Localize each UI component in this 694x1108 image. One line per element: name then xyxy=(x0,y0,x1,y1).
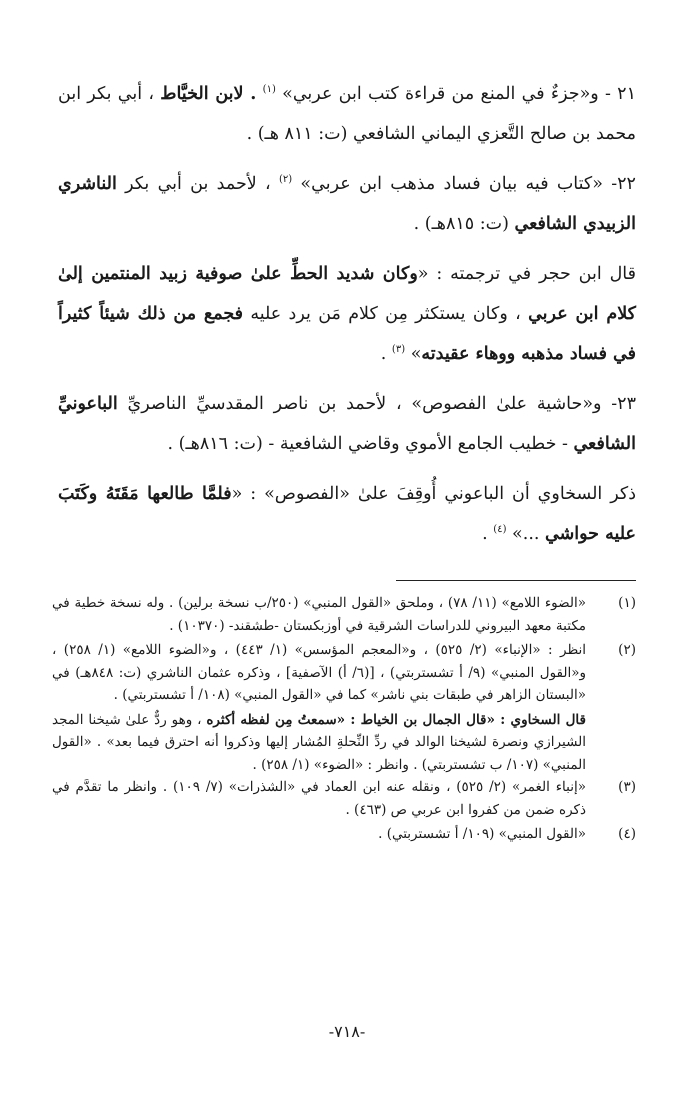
sakhawi-ellipsis: ...» xyxy=(512,524,540,544)
entry-23-title: ٢٣- و«حاشية علىٰ الفصوص» ، لأحمد بن ناصر المقدسيِّ الناصريِّ xyxy=(127,394,636,414)
entry-23-author: الباعونيِّ الشافعي xyxy=(58,394,636,454)
quote-bold-1: وكان شديد الحطِّ علىٰ صوفية زبيد المنتمين إلىٰ كلام ابن عربي xyxy=(58,264,636,324)
quote-middle: ، وكان يستكثر مِن كلام مَن يرد عليه xyxy=(250,304,521,324)
footnote-2 xyxy=(52,639,636,707)
footnote-3 xyxy=(52,776,636,821)
footnote-1 xyxy=(52,592,636,637)
footnote-number: (٢) xyxy=(618,642,636,658)
entry-21-author: . لابن الخيَّاط xyxy=(160,84,257,104)
footnote-number: (٤) xyxy=(618,826,636,842)
entry-22-date: (ت: ٨١٥هـ) . xyxy=(413,214,509,234)
main-text xyxy=(58,74,636,554)
entry-21-details: ، أبي بكر ابن محمد بن صالح التَّعزي اليماني الشافعي (ت: ٨١١ هـ) . xyxy=(58,84,636,144)
entry-21 xyxy=(58,74,636,154)
quote-bold-2: فجمع من ذلك شيئاً كثيراً في فساد مذهبه ووهاء عقيدته xyxy=(58,304,636,364)
footnote-number: (١) xyxy=(618,595,636,611)
quote-intro: قال ابن حجر في ترجمته : « xyxy=(417,264,636,284)
sakhawi-quote-text: ، وهو ردٌّ علىٰ شيخنا المجد الشيرازي ونصرة لشيخنا الوالد في ردِّ النِّحلةِ المُشار إليها وذكروا أنه احترق فيما بعد» . «القول المنبي» (١٠٧/ ب تشستربتي) . وانظر : «الضوء» (١/ ٢٥٨) . xyxy=(52,711,586,773)
quote-close: » xyxy=(410,344,422,364)
footnote-ref-1: (١) xyxy=(262,84,276,96)
quote-end: . xyxy=(380,344,387,364)
footnote-text: «إنباء الغمر» (٢/ ٥٢٥) ، ونقله عنه ابن العماد في «الشذرات» (٧/ ١٠٩) . وانظر ما تقدَّم في ذكره ضمن من كفروا ابن عربي ص (٤٦٣) . xyxy=(52,779,587,818)
entry-23-details: - خطيب الجامع الأموي وقاضي الشافعية - (ت: ٨١٦هـ) . xyxy=(167,434,568,454)
entry-22-author-intro: ، لأحمد بن أبي بكر xyxy=(125,174,271,194)
footnote-text: «الضوء اللامع» (١١/ ٧٨) ، وملحق «القول المنبي» (٢٥٠/ب نسخة برلين) . وله نسخة خطية في مكتبة معهد البيروني للدراسات الشرقية في أوزبكستان -طشقند- (١٠٣٧٠) . xyxy=(52,595,586,634)
entry-22-author: الناشري الزبيدي الشافعي xyxy=(58,174,636,234)
page-number: -٧١٨- xyxy=(328,1022,366,1041)
entry-23 xyxy=(58,384,636,464)
sakhawi-bold: فلمَّا طالعها مَقَتَهُ وكَتَبَ عليه حواشي xyxy=(58,484,636,544)
sakhawi-intro: ذكر السخاوي أن الباعوني أُوقِفَ علىٰ «الفصوص» : « xyxy=(231,484,636,504)
footnote-ref-2: (٢) xyxy=(278,174,293,186)
footnote-divider xyxy=(396,580,636,581)
footnote-number: (٣) xyxy=(618,779,636,795)
footnote-text: «القول المنبي» (١٠٩/ أ تشستربتي) . xyxy=(378,826,586,842)
entry-22-title: ٢٢- «كتاب فيه بيان فساد مذهب ابن عربي» xyxy=(300,174,636,194)
footnote-ref-4: (٤) xyxy=(493,524,507,536)
entry-22 xyxy=(58,164,636,244)
sakhawi-end: . xyxy=(482,524,488,544)
sakhawi-quote-bold: قال السخاوي : «قال الجمال بن الخياط : «سمعتُ مِن لفظه أكثره xyxy=(206,711,587,728)
ibn-hajar-quote xyxy=(58,254,636,374)
footnote-ref-3: (٣) xyxy=(391,344,406,356)
footnotes xyxy=(52,592,636,848)
entry-21-title: ٢١ - و«جزءٌ في المنع من قراءة كتب ابن عربي» xyxy=(282,84,636,104)
footnote-4 xyxy=(52,823,636,846)
sakhawi-note xyxy=(58,474,636,554)
footnote-text: انظر : «الإنباء» (٢/ ٥٢٥) ، و«المعجم المؤسس» (١/ ٤٤٣) ، و«الضوء اللامع» (١/ ٢٥٨) ، و«القول المنبي» (٩/ أ تشستربتي) ، [(٦/ أ) الآصفية] ، وذكره عثمان الناشري (ت: ٨٤٨هـ) في «البستان الزاهر في طبقات بني ناشر» كما في «القول المنبي» (١٠٨/ أ تشستربتي) . xyxy=(52,642,587,703)
footnote-2-continuation xyxy=(52,709,636,777)
